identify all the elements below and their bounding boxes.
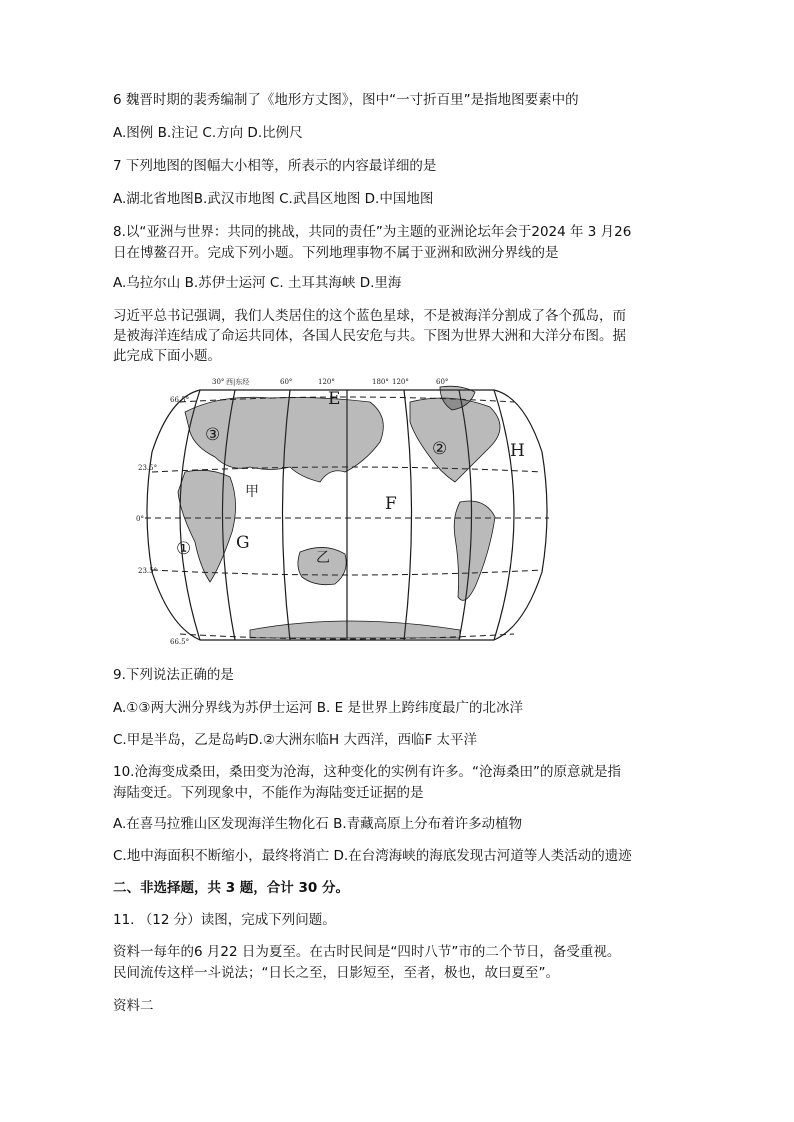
landmass-africa <box>178 470 236 582</box>
q10-stem-line2: 海陆变迁。下列现象中，不能作为海陆变迁证据的是 <box>113 785 424 801</box>
q11-material2: 资料二 <box>113 998 154 1014</box>
landmass-south-america <box>454 501 495 600</box>
map-letter-G: G <box>236 533 250 553</box>
q9-option-cd: C.甲是半岛，乙是岛屿D.②大洲东临H 大西洋，西临F 太平洋 <box>113 732 478 748</box>
map-letter-H: H <box>510 441 525 461</box>
q10-option-ab: A.在喜马拉雅山区发现海洋生物化石 B.青藏高原上分布着许多动植物 <box>113 816 523 832</box>
q8-options: A.乌拉尔山 B.苏伊士运河 C. 土耳其海峡 D.里海 <box>113 275 402 291</box>
lon-label-5: 120° <box>392 378 409 386</box>
passage-line3: 此完成下面小题。 <box>113 348 221 364</box>
q6-stem: 6 魏晋时期的裴秀编制了《地形方丈图》，图中“一寸折百里”是指地图要素中的 <box>113 92 579 108</box>
q6-options: A.图例 B.注记 C.方向 D.比例尺 <box>113 125 303 141</box>
map-circle-3: ③ <box>205 425 221 445</box>
q11-stem: 11. （12 分）读图，完成下列问题。 <box>113 912 336 928</box>
landmass-antarctica <box>250 621 460 638</box>
map-mark-yi: 乙 <box>316 550 330 566</box>
q11-material1-line2: 民间流传这样一斗说法；“日长之至，日影短至，至者，极也，故曰夏至”。 <box>113 965 559 981</box>
world-map-figure <box>136 372 554 652</box>
lon-label-2: 60° <box>280 378 293 386</box>
map-circle-2: ② <box>432 439 448 459</box>
q9-stem: 9.下列说法正确的是 <box>113 667 234 683</box>
q10-option-cd: C.地中海面积不断缩小，最终将消亡 D.在台湾海峡的海底发现古河道等人类活动的遗迹 <box>113 848 632 864</box>
lon-label-caption: 西|东经 <box>226 378 250 386</box>
lat-label-66s: 66.5° <box>170 638 190 646</box>
lon-label-1: 30° <box>212 378 225 386</box>
q8-stem-line1: 8.以“亚洲与世界：共同的挑战，共同的责任”为主题的亚洲论坛年会于2024 年 3 月26 <box>113 224 632 240</box>
q7-options: A.湖北省地图B.武汉市地图 C.武昌区地图 D.中国地图 <box>113 191 434 207</box>
lat-label-66n: 66.5° <box>170 396 190 404</box>
q10-stem-line1: 10.沧海变成桑田，桑田变为沧海，这种变化的实例有许多。“沧海桑田”的原意就是指 <box>113 764 621 780</box>
map-letter-E: E <box>328 389 341 409</box>
lat-label-23n: 23.5° <box>138 464 158 472</box>
passage-line1: 习近平总书记强调，我们人类居住的这个蓝色星球，不是被海洋分割成了各个孤岛，而 <box>113 308 626 324</box>
map-letter-F: F <box>385 494 397 514</box>
lon-label-6: 60° <box>436 378 449 386</box>
world-map-svg <box>136 372 554 652</box>
lat-label-0: 0° <box>136 515 144 523</box>
section2-title: 二、非选择题，共 3 题，合计 30 分。 <box>113 880 349 896</box>
q7-stem: 7 下列地图的图幅大小相等，所表示的内容最详细的是 <box>113 158 437 174</box>
lat-label-23s: 23.5° <box>138 567 158 575</box>
q9-option-ab: A.①③两大洲分界线为苏伊士运河 B. E 是世界上跨纬度最广的北冰洋 <box>113 700 523 716</box>
map-circle-1: ① <box>176 539 192 559</box>
q8-stem-line2: 日在博鳌召开。完成下列小题。下列地理事物不属于亚洲和欧洲分界线的是 <box>113 245 559 261</box>
lon-label-4: 180° <box>372 378 389 386</box>
q11-material1-line1: 资料一每年的6 月22 日为夏至。在古时民间是“四时八节”市的二个节日，备受重视。 <box>113 944 621 960</box>
passage-line2: 是被海洋连结成了命运共同体，各国人民安危与共。下图为世界大洲和大洋分布图。据 <box>113 328 626 344</box>
map-mark-jia: 甲 <box>245 484 259 500</box>
lon-label-3: 120° <box>318 378 335 386</box>
